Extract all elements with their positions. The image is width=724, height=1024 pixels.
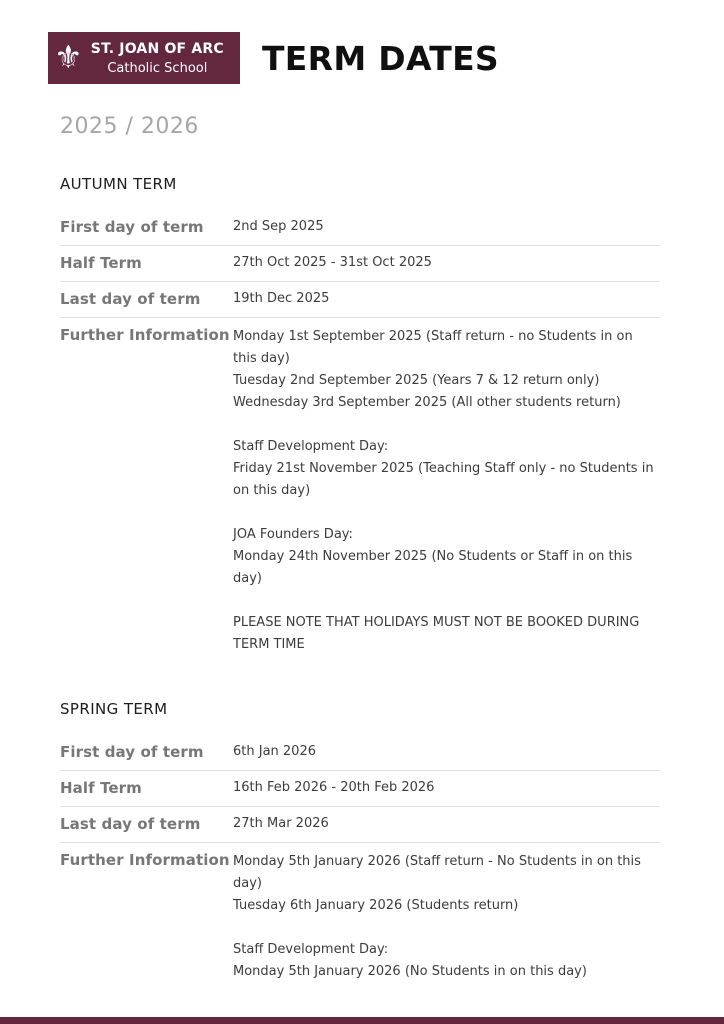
row-label: Half Term (60, 779, 142, 797)
info-line: JOA Founders Day: (233, 527, 353, 542)
row-label: Last day of term (60, 815, 201, 833)
info-paragraph (233, 851, 656, 917)
info-paragraph (233, 326, 656, 414)
info-line: PLEASE NOTE THAT HOLIDAYS MUST NOT BE BOOKED DURING TERM TIME (233, 615, 640, 652)
row-value: 27th Oct 2025 - 31st Oct 2025 (233, 255, 432, 270)
info-line: Wednesday 3rd September 2025 (All other students return) (233, 395, 621, 410)
row-label: First day of term (60, 743, 204, 761)
table-row (60, 318, 660, 664)
table-row (60, 246, 660, 282)
table-row (60, 843, 660, 991)
info-line: Monday 1st September 2025 (Staff return - no Students in on this day) (233, 329, 633, 366)
school-logo (48, 32, 240, 84)
row-label: First day of term (60, 218, 204, 236)
info-paragraph (233, 612, 656, 656)
row-label: Last day of term (60, 290, 201, 308)
table-row (60, 807, 660, 843)
term-table (60, 735, 660, 991)
info-line: Monday 5th January 2026 (No Students in on this day) (233, 964, 587, 979)
info-paragraph (233, 524, 656, 590)
info-line: Monday 24th November 2025 (No Students or Staff in on this day) (233, 549, 633, 586)
further-information (233, 851, 656, 983)
row-label: Further Information (60, 851, 230, 869)
footer-bar (0, 1017, 724, 1024)
info-paragraph (233, 939, 656, 983)
header (0, 0, 724, 84)
school-name-line1: ST. JOAN OF ARC (90, 41, 224, 58)
term-sections (0, 175, 724, 991)
info-paragraph (233, 436, 656, 502)
further-information (233, 326, 656, 656)
section-heading: AUTUMN TERM (60, 175, 177, 193)
info-line: Staff Development Day: (233, 942, 389, 957)
fleur-de-lis-icon: ⚜ (54, 38, 83, 76)
info-line: Monday 5th January 2026 (Staff return - No Students in on this day) (233, 854, 641, 891)
school-name-line2: Catholic School (107, 60, 208, 76)
table-row (60, 735, 660, 771)
info-line: Friday 21st November 2025 (Teaching Staff only - no Students in on this day) (233, 461, 654, 498)
table-row (60, 771, 660, 807)
row-value: 19th Dec 2025 (233, 291, 330, 306)
row-value: 6th Jan 2026 (233, 744, 316, 759)
school-name (83, 39, 232, 76)
row-label: Half Term (60, 254, 142, 272)
row-value: 27th Mar 2026 (233, 816, 329, 831)
info-line: Tuesday 2nd September 2025 (Years 7 & 12 return only) (233, 373, 600, 388)
term-section (60, 175, 660, 664)
row-label: Further Information (60, 326, 230, 344)
info-line: Staff Development Day: (233, 439, 389, 454)
row-value: 16th Feb 2026 - 20th Feb 2026 (233, 780, 435, 795)
term-table (60, 210, 660, 664)
info-line: Tuesday 6th January 2026 (Students return) (233, 898, 519, 913)
section-heading: SPRING TERM (60, 700, 168, 718)
row-value: 2nd Sep 2025 (233, 219, 324, 234)
table-row (60, 282, 660, 318)
school-year: 2025 / 2026 (60, 114, 199, 139)
table-row (60, 210, 660, 246)
page-title: TERM DATES (262, 38, 499, 78)
term-section (60, 700, 660, 991)
